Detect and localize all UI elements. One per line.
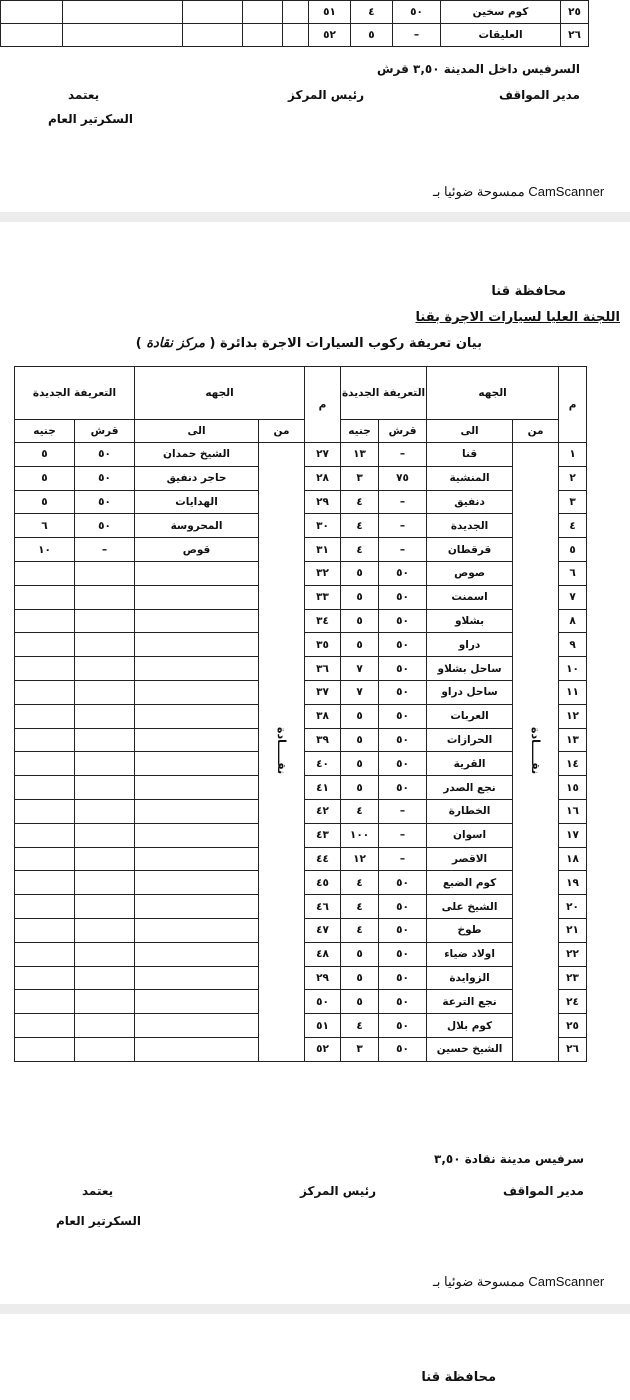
destination-right: صوص — [427, 561, 513, 585]
destination-left — [135, 847, 259, 871]
pound-right: ٧ — [341, 680, 379, 704]
row-number-right: ٢ — [559, 466, 587, 490]
sign-center: رئيس المركز — [300, 1184, 377, 1198]
row-number-right: ٢٢ — [559, 942, 587, 966]
row-number-left: ٣٩ — [305, 728, 341, 752]
row-number-right: ١٨ — [559, 847, 587, 871]
destination-right: دنفيق — [427, 490, 513, 514]
destination-left: الهدايات — [135, 490, 259, 514]
destination-cell: العليقات — [441, 24, 561, 47]
pound-left — [15, 657, 75, 681]
destination-right: دراو — [427, 633, 513, 657]
page-separator-2 — [0, 1304, 630, 1314]
camscanner-label-2: ممسوحة ضوئيا بـ CamScanner — [433, 1274, 605, 1289]
row-number-left: ٢٧ — [305, 443, 341, 467]
empty-cell — [63, 24, 183, 47]
pound-cell: ٤ — [351, 1, 393, 24]
destination-left — [135, 871, 259, 895]
pound-left — [15, 1014, 75, 1038]
qirsh-left — [75, 1014, 135, 1038]
destination-left: حاجر دنفيق — [135, 466, 259, 490]
row-number-left: ٥٠ — [305, 990, 341, 1014]
qirsh-right: – — [379, 799, 427, 823]
row-number-left: ٢٨ — [305, 466, 341, 490]
destination-right: كوم الضبع — [427, 871, 513, 895]
pound-left: ٦ — [15, 514, 75, 538]
header-pound-left: جنيه — [15, 420, 75, 443]
qirsh-left — [75, 609, 135, 633]
pound-right: ٤ — [341, 490, 379, 514]
pound-right: ١٢ — [341, 847, 379, 871]
row-number-left: ٣٧ — [305, 680, 341, 704]
qirsh-right: ٥٠ — [379, 704, 427, 728]
header-from-right: من — [513, 420, 559, 443]
qirsh-right: ٥٠ — [379, 657, 427, 681]
next-governorate-title: محافظة قنا — [421, 1370, 496, 1385]
row-number-right: ١٦ — [559, 799, 587, 823]
qirsh-left — [75, 871, 135, 895]
pound-right: ٤ — [341, 918, 379, 942]
row-number-right: ٢٣ — [559, 966, 587, 990]
destination-right: الاقصر — [427, 847, 513, 871]
pound-right: ٥ — [341, 990, 379, 1014]
destination-right: الشيخ حسين — [427, 1037, 513, 1061]
from-label-right: نقـــــادة — [529, 726, 543, 774]
header-m-right: م — [559, 367, 587, 443]
sign-approve: يعتمد — [82, 1184, 114, 1198]
qirsh-left: ٥٠ — [75, 490, 135, 514]
qirsh-right: ٥٠ — [379, 871, 427, 895]
destination-right: المنشية — [427, 466, 513, 490]
destination-cell: كوم سخين — [441, 1, 561, 24]
row-number: ٢٦ — [561, 24, 589, 47]
destination-right: الحرازات — [427, 728, 513, 752]
pound-right: ٣ — [341, 466, 379, 490]
row-number-left: ٤٧ — [305, 918, 341, 942]
qirsh-left — [75, 966, 135, 990]
destination-left — [135, 728, 259, 752]
empty-cell — [63, 1, 183, 24]
qirsh-left — [75, 776, 135, 800]
qirsh-right: – — [379, 847, 427, 871]
header-qirsh-left: قرش — [75, 420, 135, 443]
row-number-right: ١ — [559, 443, 587, 467]
sign-secretary: السكرتير العام — [56, 1214, 142, 1228]
qirsh-right: – — [379, 538, 427, 562]
qirsh-left — [75, 752, 135, 776]
row-number-left: ٣٠ — [305, 514, 341, 538]
qirsh-left — [75, 704, 135, 728]
qirsh-right: – — [379, 514, 427, 538]
destination-left — [135, 918, 259, 942]
destination-right: كوم بلال — [427, 1014, 513, 1038]
destination-left — [135, 680, 259, 704]
previous-page-table — [0, 0, 589, 47]
header-qirsh-right: قرش — [379, 420, 427, 443]
qirsh-right: ٥٠ — [379, 966, 427, 990]
destination-left — [135, 561, 259, 585]
tariff-subtitle — [136, 336, 482, 351]
destination-left — [135, 990, 259, 1014]
row-number-left: ٢٩ — [305, 966, 341, 990]
destination-right: طوخ — [427, 918, 513, 942]
row-number-left: ٤١ — [305, 776, 341, 800]
destination-right: ساحل دراو — [427, 680, 513, 704]
pound-left: ٥ — [15, 490, 75, 514]
previous-sign-approve: يعتمد — [68, 88, 100, 102]
pound-right: ٤ — [341, 895, 379, 919]
empty-cell — [183, 24, 243, 47]
header-side-right: الجهه — [427, 367, 559, 420]
previous-sign-manager: مدير المواقف — [499, 88, 580, 102]
previous-sign-center: رئيس المركز — [288, 88, 365, 102]
pound-left — [15, 1037, 75, 1061]
destination-left: المحروسة — [135, 514, 259, 538]
header-m-left: م — [305, 367, 341, 443]
pound-left — [15, 704, 75, 728]
row-number-right: ١٩ — [559, 871, 587, 895]
pound-left: ٥ — [15, 443, 75, 467]
page-separator — [0, 212, 630, 222]
pound-right: ٤ — [341, 1014, 379, 1038]
from-cell-right — [513, 443, 559, 1062]
pound-left — [15, 918, 75, 942]
destination-right: نجع الصدر — [427, 776, 513, 800]
row-number-left: ٤٦ — [305, 895, 341, 919]
pound-left — [15, 847, 75, 871]
row-number-left: ٣٤ — [305, 609, 341, 633]
qirsh-right: ٥٠ — [379, 990, 427, 1014]
header-tariff-left: التعريفة الجديدة — [15, 367, 135, 420]
row-number-left: ٥١ — [305, 1014, 341, 1038]
pound-right: ٥ — [341, 585, 379, 609]
subtitle-center: مركز نقادة — [146, 336, 205, 351]
qirsh-right: ٥٠ — [379, 609, 427, 633]
from-label-left: نقـــــادة — [275, 726, 289, 774]
destination-left: الشيخ حمدان — [135, 443, 259, 467]
destination-right: ساحل بشلاو — [427, 657, 513, 681]
qirsh-left: ٥٠ — [75, 466, 135, 490]
qirsh-right: ٥٠ — [379, 942, 427, 966]
pound-right: ٥ — [341, 633, 379, 657]
from-cell-left — [259, 443, 305, 1062]
row-number-right: ٢٦ — [559, 1037, 587, 1061]
empty-cell — [1, 1, 63, 24]
qirsh-right: ٥٠ — [379, 918, 427, 942]
destination-right: الجديدة — [427, 514, 513, 538]
tariff-page — [0, 222, 630, 1304]
pound-left — [15, 942, 75, 966]
row-number-left: ٤٠ — [305, 752, 341, 776]
header-from-left: من — [259, 420, 305, 443]
qirsh-cell: – — [393, 24, 441, 47]
qirsh-left — [75, 633, 135, 657]
destination-left — [135, 1014, 259, 1038]
destination-left — [135, 942, 259, 966]
qirsh-right: ٥٠ — [379, 1037, 427, 1061]
row-number-right: ١٠ — [559, 657, 587, 681]
pound-right: ٥ — [341, 752, 379, 776]
destination-right: اسمنت — [427, 585, 513, 609]
destination-right: الزوايدة — [427, 966, 513, 990]
table-row — [1, 24, 589, 47]
table-row — [1, 1, 589, 24]
row-number-left: ٣١ — [305, 538, 341, 562]
row-number-left: ٥٢ — [305, 1037, 341, 1061]
pound-left — [15, 823, 75, 847]
row-number-right: ٥ — [559, 538, 587, 562]
destination-left — [135, 657, 259, 681]
row-number: ٢٥ — [561, 1, 589, 24]
qirsh-left — [75, 728, 135, 752]
qirsh-left — [75, 847, 135, 871]
previous-page-fragment — [0, 0, 630, 212]
pound-right: ٥ — [341, 942, 379, 966]
previous-sign-secretary: السكرتير العام — [48, 112, 134, 126]
pound-left — [15, 966, 75, 990]
pound-right: ١٣ — [341, 443, 379, 467]
row-number-left: ٤٨ — [305, 942, 341, 966]
qirsh-right: ٥٠ — [379, 776, 427, 800]
qirsh-left — [75, 799, 135, 823]
destination-right: اولاد ضياء — [427, 942, 513, 966]
destination-right: الشيخ على — [427, 895, 513, 919]
row-number-left: ٣٢ — [305, 561, 341, 585]
destination-right: قنا — [427, 443, 513, 467]
pound-left — [15, 895, 75, 919]
qirsh-left — [75, 680, 135, 704]
row-number-left: ٢٩ — [305, 490, 341, 514]
empty-cell — [1, 24, 63, 47]
destination-left — [135, 895, 259, 919]
row-number-left: ٤٥ — [305, 871, 341, 895]
camscanner-label: ممسوحة ضوئيا بـ CamScanner — [433, 184, 605, 199]
empty-cell — [183, 1, 243, 24]
qirsh-left — [75, 823, 135, 847]
pound-right: ٤ — [341, 514, 379, 538]
sign-manager: مدير المواقف — [503, 1184, 584, 1198]
pound-left — [15, 633, 75, 657]
pound-left — [15, 990, 75, 1014]
row-number-right: ٦ — [559, 561, 587, 585]
qirsh-right: ٥٠ — [379, 680, 427, 704]
header-tariff-right: التعريفة الجديدة — [341, 367, 427, 420]
row-number-right: ١٥ — [559, 776, 587, 800]
qirsh-right: ٥٠ — [379, 1014, 427, 1038]
row-number-right: ٩ — [559, 633, 587, 657]
header-to-right: الى — [427, 420, 513, 443]
destination-right: الخطارة — [427, 799, 513, 823]
pound-left — [15, 776, 75, 800]
header-pound-right: جنيه — [341, 420, 379, 443]
row-number-right: ٢١ — [559, 918, 587, 942]
row-number-right: ٢٥ — [559, 1014, 587, 1038]
pound-left — [15, 752, 75, 776]
destination-left — [135, 823, 259, 847]
pound-right: ٥ — [341, 561, 379, 585]
destination-left — [135, 776, 259, 800]
row-number-left: ٣٦ — [305, 657, 341, 681]
row-number-right: ١٤ — [559, 752, 587, 776]
empty-cell — [283, 24, 309, 47]
pound-left — [15, 728, 75, 752]
empty-cell — [283, 1, 309, 24]
destination-right: اسوان — [427, 823, 513, 847]
qirsh-left — [75, 918, 135, 942]
previous-service-note: السرفيس داخل المدينة ٣,٥٠ قرش — [376, 62, 580, 76]
row-number-left: ٣٥ — [305, 633, 341, 657]
table-row — [15, 443, 587, 467]
pound-right: ٣ — [341, 1037, 379, 1061]
qirsh-right: – — [379, 490, 427, 514]
row-number-left: ٤٣ — [305, 823, 341, 847]
pound-left: ١٠ — [15, 538, 75, 562]
empty-cell — [243, 24, 283, 47]
pound-right: ٤ — [341, 799, 379, 823]
row-number-left: ٥١ — [309, 1, 351, 24]
tariff-table — [14, 366, 587, 1062]
qirsh-left: ٥٠ — [75, 514, 135, 538]
pound-right: ٤ — [341, 538, 379, 562]
qirsh-right: ٥٠ — [379, 585, 427, 609]
empty-cell — [243, 1, 283, 24]
row-number-right: ٢٤ — [559, 990, 587, 1014]
qirsh-right: – — [379, 443, 427, 467]
qirsh-right: ٧٥ — [379, 466, 427, 490]
destination-right: قرقطان — [427, 538, 513, 562]
pound-right: ٥ — [341, 966, 379, 990]
pound-right: ٥ — [341, 609, 379, 633]
row-number-right: ٤ — [559, 514, 587, 538]
committee-title: اللجنة العليا لسيارات الاجرة بقنا — [415, 310, 620, 325]
pound-left — [15, 799, 75, 823]
subtitle-end: ) — [135, 336, 147, 351]
destination-left — [135, 799, 259, 823]
qirsh-right: ٥٠ — [379, 561, 427, 585]
qirsh-left — [75, 561, 135, 585]
pound-right: ٧ — [341, 657, 379, 681]
row-number-right: ٧ — [559, 585, 587, 609]
destination-left — [135, 609, 259, 633]
qirsh-right: ٥٠ — [379, 895, 427, 919]
destination-left — [135, 704, 259, 728]
row-number-left: ٤٢ — [305, 799, 341, 823]
destination-left — [135, 633, 259, 657]
qirsh-left — [75, 657, 135, 681]
qirsh-left — [75, 1037, 135, 1061]
qirsh-right: ٥٠ — [379, 633, 427, 657]
row-number-left: ٣٨ — [305, 704, 341, 728]
destination-right: العربات — [427, 704, 513, 728]
row-number-left: ٣٣ — [305, 585, 341, 609]
destination-right: نجع الترعة — [427, 990, 513, 1014]
destination-left — [135, 1037, 259, 1061]
pound-left — [15, 561, 75, 585]
pound-cell: ٥ — [351, 24, 393, 47]
qirsh-left — [75, 895, 135, 919]
governorate-title: محافظة قنا — [491, 284, 566, 299]
pound-left — [15, 609, 75, 633]
qirsh-left — [75, 942, 135, 966]
pound-left: ٥ — [15, 466, 75, 490]
row-number-right: ٨ — [559, 609, 587, 633]
header-to-left: الى — [135, 420, 259, 443]
qirsh-right: ٥٠ — [379, 752, 427, 776]
qirsh-left: – — [75, 538, 135, 562]
destination-right: بشلاو — [427, 609, 513, 633]
pound-left — [15, 871, 75, 895]
pound-right: ٥ — [341, 704, 379, 728]
destination-left: قوص — [135, 538, 259, 562]
pound-right: ٤ — [341, 871, 379, 895]
pound-right: ١٠٠ — [341, 823, 379, 847]
row-number-right: ٢٠ — [559, 895, 587, 919]
next-page-fragment — [0, 1314, 630, 1400]
destination-left — [135, 966, 259, 990]
row-number-left: ٤٤ — [305, 847, 341, 871]
pound-right: ٥ — [341, 776, 379, 800]
header-side-left: الجهه — [135, 367, 305, 420]
qirsh-cell: ٥٠ — [393, 1, 441, 24]
qirsh-left: ٥٠ — [75, 443, 135, 467]
row-number-left: ٥٢ — [309, 24, 351, 47]
destination-left — [135, 752, 259, 776]
row-number-right: ٣ — [559, 490, 587, 514]
row-number-right: ١٣ — [559, 728, 587, 752]
pound-left — [15, 585, 75, 609]
destination-left — [135, 585, 259, 609]
qirsh-right: – — [379, 823, 427, 847]
service-note: سرفيس مدينة نقادة ٣,٥٠ — [434, 1152, 584, 1166]
qirsh-left — [75, 585, 135, 609]
qirsh-right: ٥٠ — [379, 728, 427, 752]
qirsh-left — [75, 990, 135, 1014]
destination-right: القرية — [427, 752, 513, 776]
pound-left — [15, 680, 75, 704]
row-number-right: ١٧ — [559, 823, 587, 847]
subtitle-main: بيان تعريفة ركوب السيارات الاجرة بدائرة ( — [205, 336, 482, 351]
pound-right: ٥ — [341, 728, 379, 752]
row-number-right: ١١ — [559, 680, 587, 704]
row-number-right: ١٢ — [559, 704, 587, 728]
